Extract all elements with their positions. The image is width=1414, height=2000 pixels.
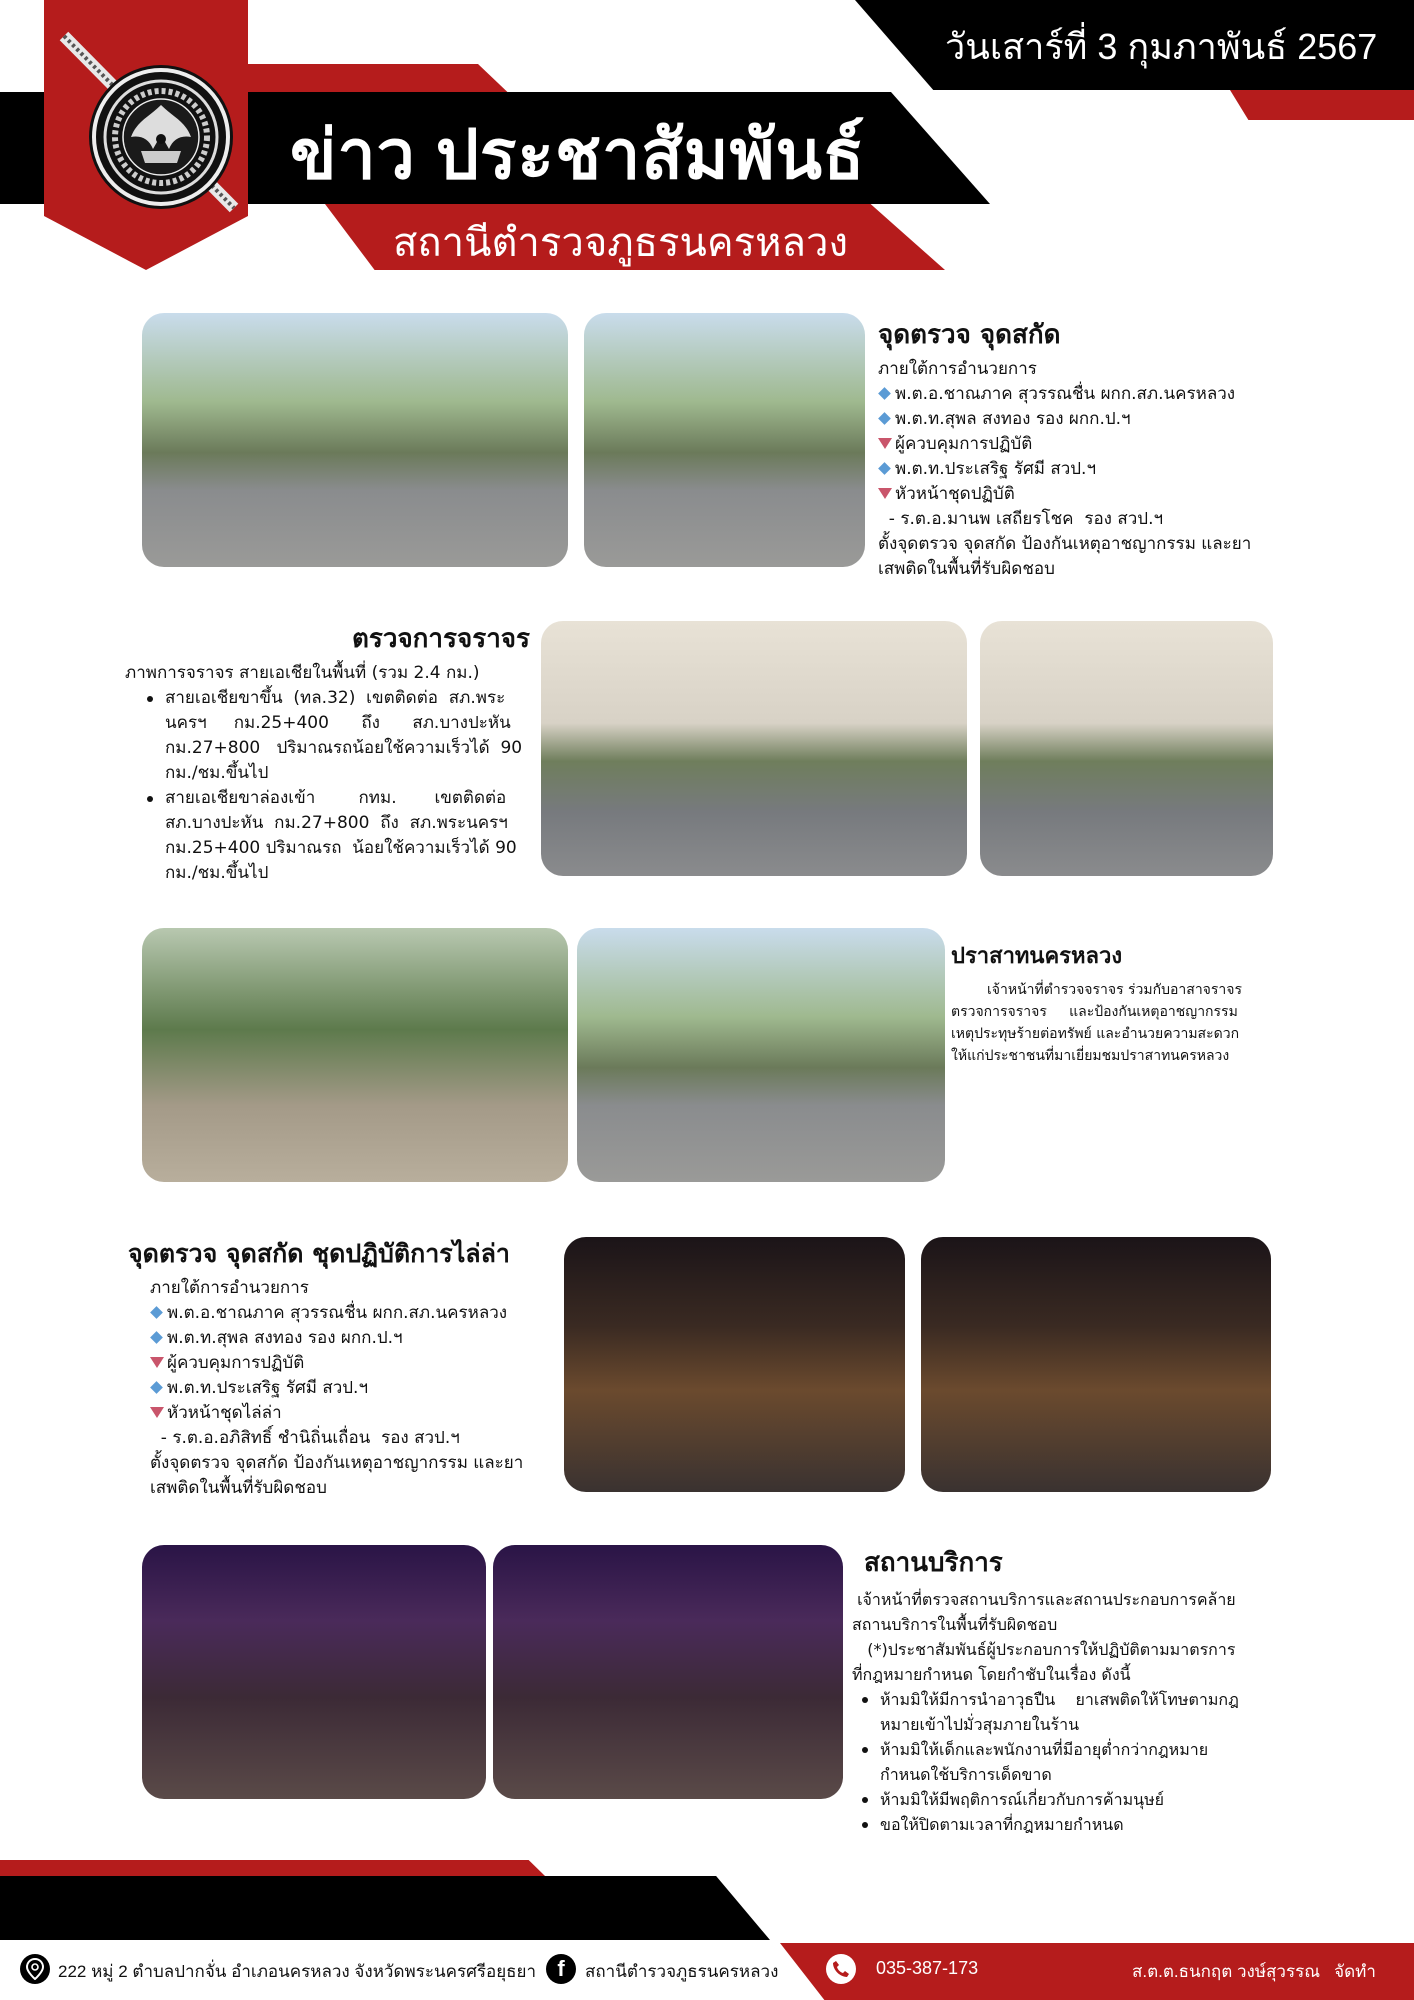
triangle-bullet-icon (150, 1357, 164, 1368)
photo-palace-road (577, 928, 945, 1182)
location-pin-icon (20, 1954, 50, 1984)
paragraph-line: เหตุประทุษร้ายต่อทรัพย์ และอำนวยความสะดวก (951, 1026, 1240, 1042)
page-title: ข่าว ประชาสัมพันธ์ (290, 117, 866, 193)
list-item: ห้ามมิให้มีพฤติการณ์เกี่ยวกับการค้ามนุษย์ (862, 1787, 1282, 1812)
section-heading: ตรวจการจราจร (352, 624, 530, 654)
triangle-bullet-icon (878, 438, 892, 449)
section-palace (951, 938, 1281, 1067)
facebook-icon: f (546, 1954, 576, 1984)
list-item: พ.ต.ท.ประเสริฐ รัศมี สวป.ฯ (878, 457, 1298, 482)
diamond-bullet-icon (150, 1331, 163, 1344)
list-item: ขอให้ปิดตามเวลาที่กฎหมายกำหนด (862, 1812, 1282, 1837)
section-traffic (125, 618, 530, 886)
paragraph-line: ตรวจการจราจร และป้องกันเหตุอาชญากรรม (951, 1004, 1238, 1020)
photo-checkpoint-motorbike (584, 313, 865, 567)
section-checkpoint (878, 314, 1298, 582)
triangle-bullet-icon (150, 1407, 164, 1418)
section-intro: ภายใต้การอำนวยการ (878, 359, 1037, 379)
paragraph-line: เจ้าหน้าที่ตรวจสถานบริการและสถานประกอบการคล้าย (852, 1590, 1236, 1609)
list-item: ผู้ควบคุมการปฏิบัติ (150, 1351, 568, 1376)
footer-red-stripe (0, 1860, 545, 1876)
diamond-bullet-icon (878, 462, 891, 475)
section-heading: จุดตรวจ จุดสกัด ชุดปฏิบัติการไล่ล่า (128, 1239, 510, 1268)
photo-highway-traffic (541, 621, 967, 876)
paragraph-line: ให้แก่ประชาชนที่มาเยี่ยมชมปราสาทนครหลวง (951, 1048, 1230, 1064)
list-item: ห้ามมิให้มีการนำอาวุธปืน ยาเสพติดให้โทษตามกฎ หมายเข้าไปมั่วสุมภายในร้าน (862, 1687, 1282, 1737)
section-intro: ภายใต้การอำนวยการ (150, 1278, 309, 1298)
paragraph-line: ที่กฎหมายกำหนด โดยกำชับในเรื่อง ดังนี้ (852, 1665, 1131, 1684)
section-closing: เสพติดในพื้นที่รับผิดชอบ (878, 559, 1055, 579)
photo-officer-selfie (142, 928, 568, 1182)
list-item: - ร.ต.อ.อภิสิทธิ์ ชำนิถิ่นเถื่อน รอง สวป.ฯ (150, 1428, 460, 1448)
list-item: หัวหน้าชุดปฏิบัติ (878, 482, 1298, 507)
paragraph-line: สถานบริการในพื้นที่รับผิดชอบ (852, 1615, 1058, 1634)
diamond-bullet-icon (150, 1306, 163, 1319)
date-text: วันเสาร์ที่ 3 กุมภาพันธ์ 2567 (945, 26, 1378, 67)
list-item: ผู้ควบคุมการปฏิบัติ (878, 432, 1298, 457)
section-intro: ภาพการจราจร สายเอเชียในพื้นที่ (รวม 2.4 กม.) (125, 663, 480, 683)
section-closing: ตั้งจุดตรวจ จุดสกัด ป้องกันเหตุอาชญากรรม และยา (878, 534, 1252, 554)
photo-night-checkpoint-shop (921, 1237, 1271, 1492)
diamond-bullet-icon (150, 1381, 163, 1394)
footer-address: 222 หมู่ 2 ตำบลปากจั่น อำเภอนครหลวง จังหวัดพระนครศรีอยุธยา (58, 1962, 537, 1981)
section-chase-unit (128, 1234, 568, 1501)
police-emblem-logo (92, 68, 230, 206)
list-item: พ.ต.อ.ชาณภาค สุวรรณชื่น ผกก.สภ.นครหลวง (150, 1301, 568, 1326)
list-item: หัวหน้าชุดไล่ล่า (150, 1401, 568, 1426)
list-item: พ.ต.ท.สุพล สงทอง รอง ผกก.ป.ฯ (878, 407, 1298, 432)
footer-phone[interactable]: 035-387-173 (876, 1958, 979, 1978)
footer-facebook-page[interactable]: สถานีตำรวจภูธรนครหลวง (585, 1962, 779, 1981)
photo-checkpoint-suv (142, 313, 568, 567)
list-item: สายเอเชียขาล่องเข้า กทม. เขตติดต่อ สภ.บางปะหัน กม.27+800 ถึง สภ.พระนครฯ กม.25+400 ปริมาณรถ น้อยใช้ความเร็วได้ 90 กม./ชม.ขึ้นไป (147, 786, 530, 886)
station-name: สถานีตำรวจภูธรนครหลวง (393, 221, 848, 265)
phone-icon (826, 1954, 856, 1984)
photo-night-checkpoint-van (564, 1237, 905, 1492)
photo-venue-1 (142, 1545, 486, 1799)
diamond-bullet-icon (878, 387, 891, 400)
section-closing: เสพติดในพื้นที่รับผิดชอบ (150, 1478, 327, 1498)
section-heading: ปราสาทนครหลวง (951, 944, 1123, 969)
date-accent-stripe (1230, 90, 1414, 120)
paragraph-line: (*)ประชาสัมพันธ์ผู้ประกอบการให้ปฏิบัติตามมาตรการ (852, 1640, 1236, 1659)
triangle-bullet-icon (878, 488, 892, 499)
section-closing: ตั้งจุดตรวจ จุดสกัด ป้องกันเหตุอาชญากรรม และยา (150, 1453, 524, 1473)
diamond-bullet-icon (878, 412, 891, 425)
list-item: - ร.ต.อ.มานพ เสถียรโชค รอง สวป.ฯ (878, 509, 1164, 529)
list-item: พ.ต.อ.ชาณภาค สุวรรณชื่น ผกก.สภ.นครหลวง (878, 382, 1298, 407)
footer-black-band (0, 1876, 770, 1940)
section-heading: จุดตรวจ จุดสกัด (878, 320, 1061, 350)
photo-highway-view (980, 621, 1273, 876)
paragraph-line: เจ้าหน้าที่ตำรวจจราจร ร่วมกับอาสาจราจร (987, 982, 1242, 998)
list-item: พ.ต.ท.ประเสริฐ รัศมี สวป.ฯ (150, 1376, 568, 1401)
photo-venue-2 (493, 1545, 843, 1799)
section-heading: สถานบริการ (864, 1548, 1003, 1578)
list-item: ห้ามมิให้เด็กและพนักงานที่มีอายุต่ำกว่ากฎหมาย กำหนดใช้บริการเด็ดขาด (862, 1737, 1282, 1787)
footer-credit: ส.ต.ต.ธนกฤต วงษ์สุวรรณ จัดทำ (1132, 1962, 1376, 1981)
list-item: สายเอเชียขาขึ้น (ทล.32) เขตติดต่อ สภ.พระ นครฯ กม.25+400 ถึง สภ.บางปะหัน กม.27+800 ปริมาณรถน้อยใช้ความเร็วได้ 90 กม./ชม.ขึ้นไป (147, 686, 530, 786)
section-venues (852, 1542, 1282, 1837)
list-item: พ.ต.ท.สุพล สงทอง รอง ผกก.ป.ฯ (150, 1326, 568, 1351)
